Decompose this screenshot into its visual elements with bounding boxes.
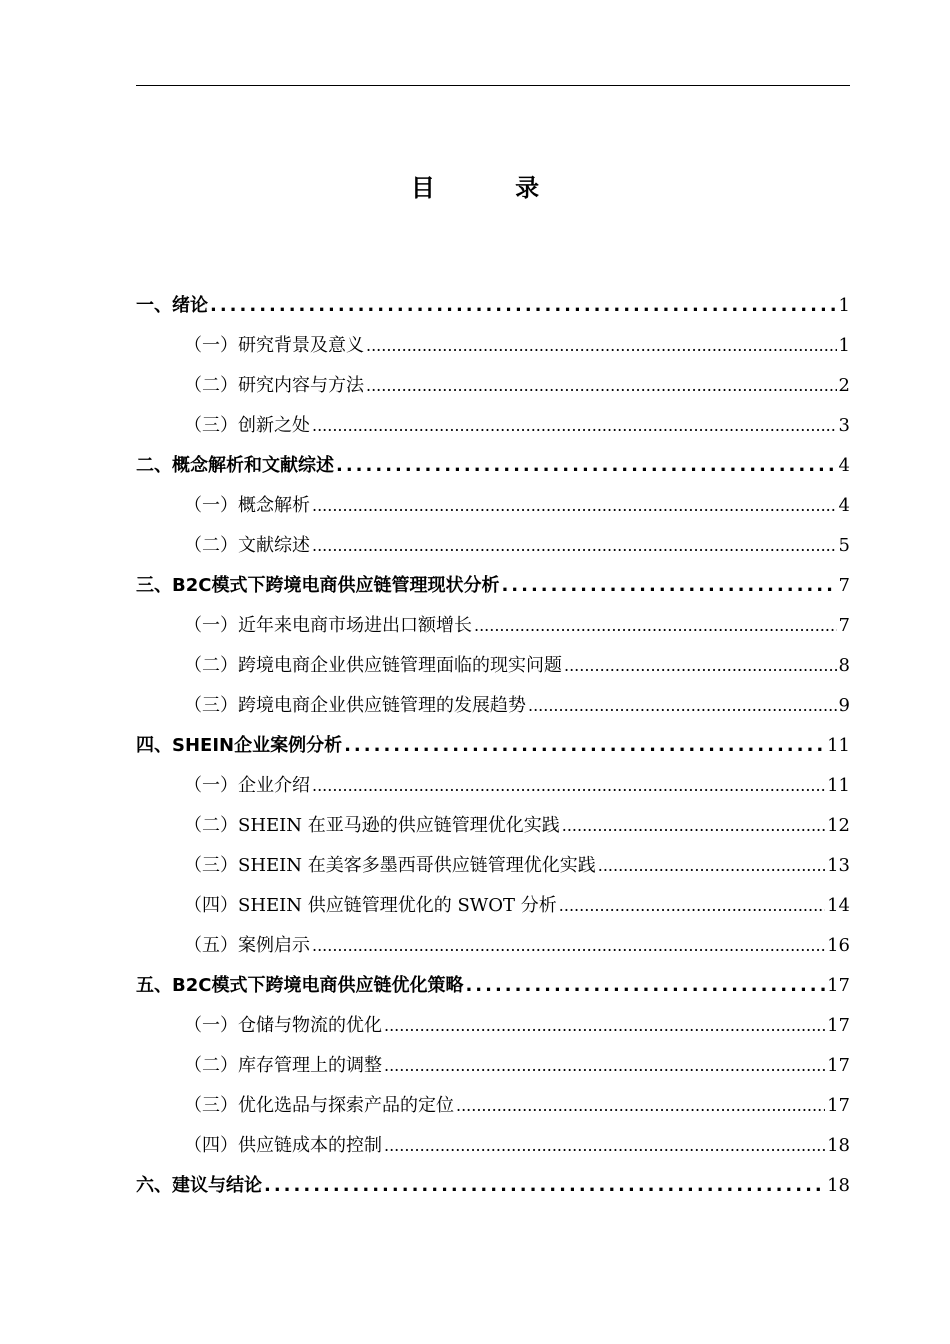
dot-leader xyxy=(312,486,837,526)
dot-leader xyxy=(312,766,825,806)
toc-entry-section-5-3[interactable] xyxy=(136,1086,850,1126)
dot-leader xyxy=(559,886,825,926)
toc-page-number: 2 xyxy=(838,375,850,396)
toc-page-number: 17 xyxy=(827,1015,850,1036)
toc-page-number: 1 xyxy=(838,295,850,316)
toc-entry-section-5-2[interactable] xyxy=(136,1046,850,1086)
toc-entry-chapter-4[interactable] xyxy=(136,726,850,766)
toc-entry-section-2-2[interactable] xyxy=(136,526,850,566)
toc-page-number: 3 xyxy=(838,415,850,436)
dot-leader xyxy=(384,1126,825,1166)
toc-page-number: 5 xyxy=(838,535,850,556)
toc-entry-label: 一、绪论 xyxy=(136,295,208,316)
toc-entry-label: 六、建议与结论 xyxy=(136,1175,262,1196)
dot-leader xyxy=(474,606,837,646)
toc-entry-section-5-1[interactable] xyxy=(136,1006,850,1046)
toc-entry-label: 四、SHEIN企业案例分析 xyxy=(136,735,343,756)
dot-leader xyxy=(501,566,836,606)
toc-page-number: 8 xyxy=(838,655,850,676)
toc-entry-label: 五、B2C模式下跨境电商供应链优化策略 xyxy=(136,975,464,996)
toc-entry-label: （二）研究内容与方法 xyxy=(184,375,364,396)
dot-leader xyxy=(528,686,837,726)
dot-leader xyxy=(384,1046,825,1086)
toc-page-number: 13 xyxy=(827,855,850,876)
dot-leader xyxy=(264,1166,825,1206)
toc-entry-label: （二）SHEIN 在亚马逊的供应链管理优化实践 xyxy=(184,815,560,836)
toc-page-number: 17 xyxy=(827,1095,850,1116)
toc-entry-label: 三、B2C模式下跨境电商供应链管理现状分析 xyxy=(136,575,500,596)
toc-page-number: 7 xyxy=(838,575,850,596)
dot-leader xyxy=(562,806,825,846)
toc-entry-label: （三）跨境电商企业供应链管理的发展趋势 xyxy=(184,695,526,716)
toc-entry-section-3-1[interactable] xyxy=(136,606,850,646)
toc-entry-chapter-2[interactable] xyxy=(136,446,850,486)
toc-page-number: 7 xyxy=(838,615,850,636)
toc-entry-section-3-3[interactable] xyxy=(136,686,850,726)
toc-entry-label: （三）优化选品与探索产品的定位 xyxy=(184,1095,454,1116)
table-of-contents xyxy=(136,286,850,1206)
toc-entry-label: （二）跨境电商企业供应链管理面临的现实问题 xyxy=(184,655,562,676)
dot-leader xyxy=(336,446,837,486)
toc-entry-label: （一）概念解析 xyxy=(184,495,310,516)
dot-leader xyxy=(366,366,837,406)
toc-page-number: 4 xyxy=(838,455,850,476)
toc-page-number: 14 xyxy=(827,895,850,916)
toc-page-number: 4 xyxy=(838,495,850,516)
toc-entry-label: 二、概念解析和文献综述 xyxy=(136,455,334,476)
toc-entry-section-4-5[interactable] xyxy=(136,926,850,966)
toc-entry-chapter-6[interactable] xyxy=(136,1166,850,1206)
dot-leader xyxy=(366,326,837,366)
dot-leader xyxy=(312,926,825,966)
toc-page-number: 16 xyxy=(827,935,850,956)
toc-entry-section-4-2[interactable] xyxy=(136,806,850,846)
dot-leader xyxy=(344,726,825,766)
toc-entry-section-1-2[interactable] xyxy=(136,366,850,406)
toc-entry-section-5-4[interactable] xyxy=(136,1126,850,1166)
dot-leader xyxy=(384,1006,825,1046)
toc-page-number: 17 xyxy=(827,1055,850,1076)
toc-entry-label: （二）文献综述 xyxy=(184,535,310,556)
toc-page-number: 11 xyxy=(827,775,850,796)
toc-entry-section-3-2[interactable] xyxy=(136,646,850,686)
toc-page-number: 17 xyxy=(827,975,850,996)
toc-entry-label: （四）SHEIN 供应链管理优化的 SWOT 分析 xyxy=(184,895,557,916)
toc-page-number: 18 xyxy=(827,1175,850,1196)
toc-entry-chapter-1[interactable] xyxy=(136,286,850,326)
toc-entry-section-1-1[interactable] xyxy=(136,326,850,366)
toc-entry-label: （一）近年来电商市场进出口额增长 xyxy=(184,615,472,636)
toc-entry-section-4-4[interactable] xyxy=(136,886,850,926)
toc-entry-label: （三）创新之处 xyxy=(184,415,310,436)
toc-entry-label: （二）库存管理上的调整 xyxy=(184,1055,382,1076)
toc-entry-label: （一）研究背景及意义 xyxy=(184,335,364,356)
dot-leader xyxy=(210,286,837,326)
toc-entry-section-4-3[interactable] xyxy=(136,846,850,886)
header-rule xyxy=(136,85,850,86)
dot-leader xyxy=(465,966,825,1006)
toc-entry-label: （一）企业介绍 xyxy=(184,775,310,796)
toc-page-number: 12 xyxy=(827,815,850,836)
dot-leader xyxy=(564,646,837,686)
toc-entry-label: （四）供应链成本的控制 xyxy=(184,1135,382,1156)
toc-entry-chapter-3[interactable] xyxy=(136,566,850,606)
toc-page-number: 18 xyxy=(827,1135,850,1156)
toc-entry-label: （五）案例启示 xyxy=(184,935,310,956)
toc-entry-label: （三）SHEIN 在美客多墨西哥供应链管理优化实践 xyxy=(184,855,596,876)
toc-page-number: 11 xyxy=(827,735,850,756)
toc-page-number: 1 xyxy=(838,335,850,356)
toc-entry-section-2-1[interactable] xyxy=(136,486,850,526)
toc-entry-section-1-3[interactable] xyxy=(136,406,850,446)
dot-leader xyxy=(598,846,825,886)
toc-entry-section-4-1[interactable] xyxy=(136,766,850,806)
dot-leader xyxy=(456,1086,825,1126)
toc-entry-label: （一）仓储与物流的优化 xyxy=(184,1015,382,1036)
page-title: 目 录 xyxy=(410,174,576,202)
toc-page-number: 9 xyxy=(838,695,850,716)
dot-leader xyxy=(312,526,837,566)
dot-leader xyxy=(312,406,837,446)
toc-entry-chapter-5[interactable] xyxy=(136,966,850,1006)
